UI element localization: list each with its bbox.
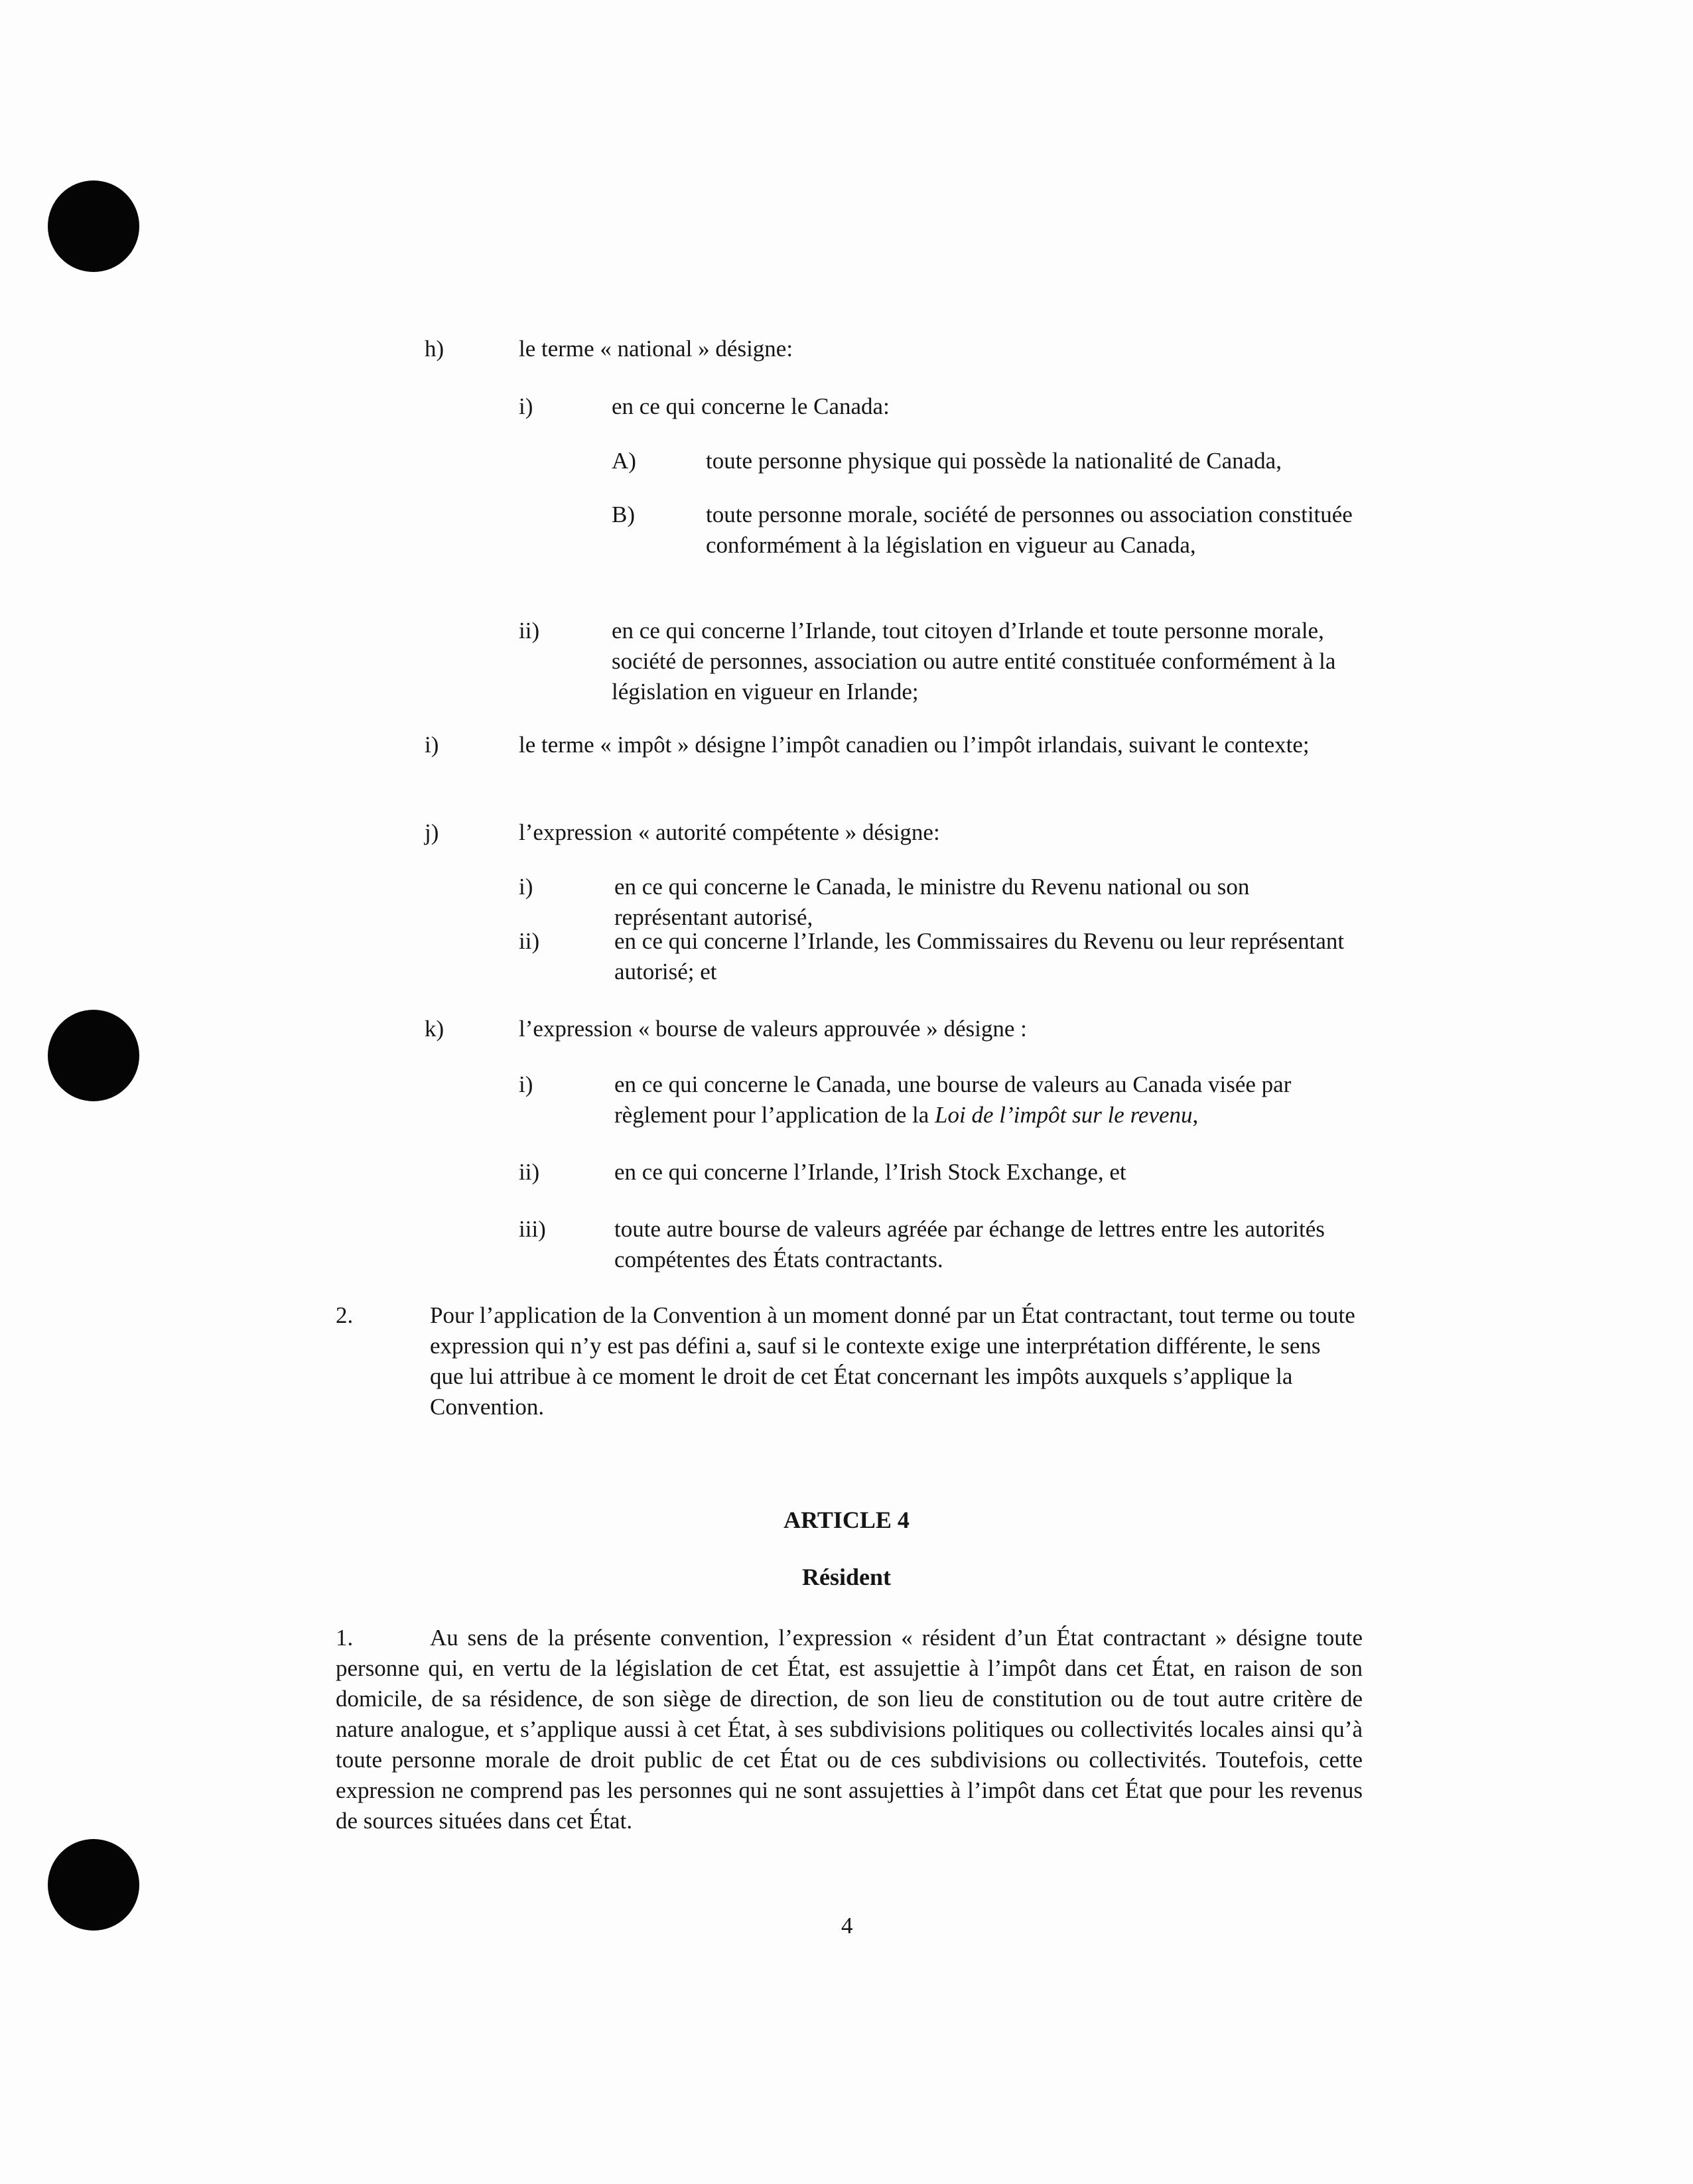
item-k-ii-text: en ce qui concerne l’Irlande, l’Irish Stock Exchange, et — [614, 1159, 1126, 1185]
item-label-h: h) — [425, 336, 444, 362]
punch-hole-middle — [48, 1010, 139, 1101]
item-j-intro: l’expression « autorité compétente » désigne: — [519, 819, 940, 845]
item-h-i-A-label: A) — [612, 448, 636, 474]
item-h-i-A-text: toute personne physique qui possède la nationalité de Canada, — [706, 448, 1282, 474]
item-k-i-text-before: en ce qui concerne le Canada, une bourse de valeurs au Canada visée par règlement pour l’application de la — [614, 1071, 1292, 1128]
article-title: ARTICLE 4 — [783, 1507, 910, 1533]
punch-hole-bottom — [48, 1839, 139, 1931]
item-h-i-text: en ce qui concerne le Canada: — [612, 393, 890, 419]
paragraph-2-label: 2. — [336, 1302, 354, 1328]
item-j-i-label: i) — [519, 874, 533, 900]
item-j-ii-text: en ce qui concerne l’Irlande, les Commissaires du Revenu ou leur représentant autorisé; et — [614, 928, 1345, 985]
item-k-intro: l’expression « bourse de valeurs approuvée » désigne : — [519, 1016, 1027, 1042]
item-h-ii-text: en ce qui concerne l’Irlande, tout citoyen d’Irlande et toute personne morale, société de personnes, association ou autre entité constituée conformément à la législation en vigueur en Irlande; — [612, 618, 1336, 705]
law-title: Loi de l’impôt sur le revenu — [935, 1102, 1193, 1128]
item-j-i-text: en ce qui concerne le Canada, le ministre du Revenu national ou son représentant autorisé, — [614, 874, 1250, 930]
item-k-i-text-after: , — [1192, 1102, 1199, 1128]
article-paragraph-1-text: Au sens de la présente convention, l’expression « résident d’un État contractant » désigne toute personne qui, en vertu de la législation de cet État, est assujettie à l’impôt dans cet État, en raison de son domicile, de sa résidence, de son siège de direction, de son lieu de constitution ou de tout autre critère de nature analogue, et s’applique aussi à cet État, à ses subdivisions politiques ou collectivités locales ainsi qu’à toute personne morale de droit public de cet État ou de ces subdivisions ou collectivités. Toutefois, cette expression ne comprend pas les personnes qui ne sont assujetties à l’impôt dans cet État que pour les revenus de sources situées dans cet État. — [336, 1625, 1363, 1834]
item-h-ii-label: ii) — [519, 618, 540, 644]
item-k-iii-text: toute autre bourse de valeurs agréée par échange de lettres entre les autorités compétentes des États contractants. — [614, 1216, 1325, 1272]
item-i-text: le terme « impôt » désigne l’impôt canadien ou l’impôt irlandais, suivant le contexte; — [519, 732, 1310, 758]
item-label-k: k) — [425, 1016, 444, 1042]
item-label-j: j) — [425, 819, 439, 845]
punch-hole-top — [48, 180, 139, 272]
item-k-i-text — [614, 1069, 1357, 1130]
paragraph-2-text: Pour l’application de la Convention à un moment donné par un État contractant, tout terme ou toute expression qui n’y est pas défini a, sauf si le contexte exige une interprétation différente, le sens que lui attribue à ce moment le droit de cet État concernant les impôts auxquels s’applique la Convention. — [430, 1302, 1355, 1420]
article-subtitle: Résident — [802, 1564, 891, 1590]
item-k-iii-label: iii) — [519, 1216, 546, 1242]
item-h-i-B-label: B) — [612, 502, 635, 527]
item-h-intro: le terme « national » désigne: — [519, 336, 793, 362]
article-paragraph-1-label: 1. — [336, 1625, 354, 1651]
page-number: 4 — [841, 1913, 853, 1939]
item-label-i: i) — [425, 732, 439, 758]
item-h-i-B-text: toute personne morale, société de personnes ou association constituée conformément à la législation en vigueur au Canada, — [706, 502, 1353, 558]
item-k-ii-label: ii) — [519, 1159, 540, 1185]
item-h-i-label: i) — [519, 393, 533, 419]
item-j-ii-label: ii) — [519, 928, 540, 954]
item-k-i-label: i) — [519, 1071, 533, 1097]
article-paragraph-1 — [336, 1623, 1363, 1836]
